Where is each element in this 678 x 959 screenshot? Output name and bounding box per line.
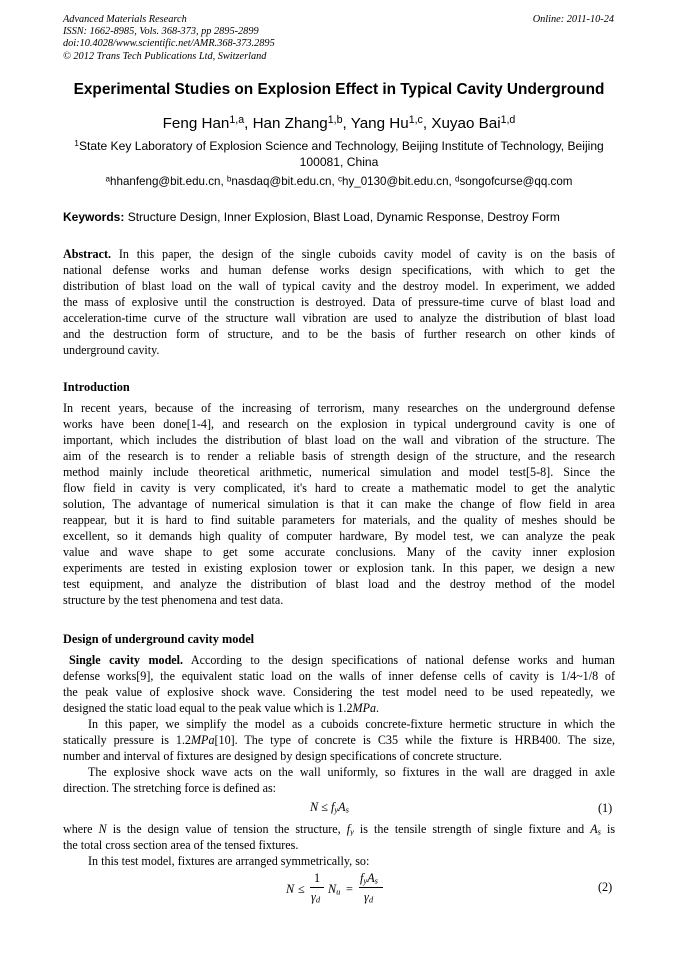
author-affil-mark: 1,a — [229, 114, 245, 127]
keywords-text: Structure Design, Inner Explosion, Blast Load, Dynamic Response, Destroy Form — [127, 210, 560, 224]
author-separator: , — [342, 115, 351, 132]
keywords-label: Keywords: — [63, 210, 125, 224]
abstract-line: acceleration-time curve of the structure wall vibration are used to analyze the distribution of blast load — [63, 311, 615, 325]
email-address[interactable]: songofcurse@qq.com — [459, 175, 573, 188]
email-mark: a — [105, 174, 111, 184]
design-line: statically pressure is 1.2MPa[10]. The type of concrete is C35 while the fixture is HRB400. The size, — [63, 733, 615, 747]
journal-meta — [63, 14, 275, 63]
author-list — [0, 115, 678, 132]
design-line: designed the static load equal to the peak value which is 1.2MPa. — [63, 701, 380, 715]
intro-line: In recent years, because of the increasing of terrorism, many researches on the underground defense — [63, 401, 615, 415]
intro-line: value and wave shape to get some accurate conclusions. Many of the cavity inner explosion — [63, 545, 615, 559]
intro-line: works have been done[1-4], and research on the explosion in typical underground cavity is one of — [63, 417, 615, 431]
online-date: Online: 2011-10-24 — [532, 14, 614, 25]
design-line: defense works[9], the equivalent static load on the walls of inner defense cells of cavity is 1/4~1/8 of — [63, 669, 615, 683]
affiliation-mark: 1 — [74, 138, 79, 149]
abstract-line: the mass of explosive until the construction is destroyed. Data of pressure-time curve of blast load and — [63, 295, 615, 309]
email-mark: c — [337, 174, 342, 184]
design-line: number and interval of fixtures are designed by design specifications of concrete structure. — [63, 749, 502, 763]
abstract-line: underground cavity. — [63, 343, 160, 357]
abstract-label: Abstract. — [63, 247, 112, 261]
intro-line: reappear, but it is hard to find suitable parameters for materials, and the quality of meshes should be — [63, 513, 615, 527]
author-separator: , — [244, 115, 253, 132]
design-line: The explosive shock wave acts on the wall uniformly, so fixtures in the wall are dragged in axle — [88, 765, 615, 779]
abstract-line: and the destruction form of structure, and to be the basis of further research on other kinds of — [63, 327, 615, 341]
equation-2-number: (2) — [598, 880, 613, 894]
intro-line: test equipment, and analyze the distribution of blast load and the destroy method of the model — [63, 577, 615, 591]
intro-line: excellent, so it demands high quality of computer hardware, By model test, we can analyze the peak — [63, 529, 615, 543]
email-list — [0, 175, 678, 188]
abstract-line: national defense works and human defense works design specifications, with which to get the — [63, 263, 615, 277]
author-name: Han Zhang — [252, 115, 328, 132]
keywords — [63, 210, 615, 224]
author-name: Feng Han — [162, 115, 230, 132]
paper-title: Experimental Studies on Explosion Effect in Typical Cavity Underground — [73, 81, 605, 98]
design-line: the total cross section area of the tensed fixtures. — [63, 838, 299, 852]
affiliation — [63, 138, 615, 170]
author-affil-mark: 1,d — [500, 114, 516, 127]
equation-2: N ≤ 1 $\gamma_d$ $N_u$ = $f_yA_s$ $\gamma_d$ — [286, 870, 396, 910]
intro-line: flow field in cavity is very complicated, it's hard to create a mathematic model to get the analytic — [63, 481, 615, 495]
affiliation-text: State Key Laboratory of Explosion Science and Technology, Beijing Institute of Technology, Beijing 100081, China — [78, 139, 604, 169]
intro-line: method mainly include theoretical arithmetic, numerical simulation and model test[5-8]. Since the — [63, 465, 615, 479]
abstract-line: Abstract. In this paper, the design of the single cuboids cavity model of cavity is on the basis of — [63, 247, 615, 261]
equation-1: $N \le f_yA_s$ — [310, 800, 349, 815]
email-address[interactable]: nasdaq@bit.edu.cn, — [231, 175, 338, 188]
subsection-heading: Single cavity model. — [69, 653, 184, 667]
intro-line: solution, The advantage of numerical simulation is that it can make the change of flow field in area — [63, 497, 615, 511]
design-line: In this paper, we simplify the model as a cuboids concrete-fixture hermetic structure in which the — [88, 717, 615, 731]
email-mark: b — [226, 174, 232, 184]
journal-doi[interactable]: doi:10.4028/www.scientific.net/AMR.368-373.2895 — [63, 38, 275, 50]
journal-issn: ISSN: 1662-8985, Vols. 368-373, pp 2895-2899 — [63, 26, 259, 38]
email-address[interactable]: hy_0130@bit.edu.cn, — [342, 175, 455, 188]
intro-line: experiments are tested in existing explosion tower or explosion tank. In this paper, we design a new — [63, 561, 615, 575]
fraction-bar — [359, 887, 383, 888]
journal-name: Advanced Materials Research — [63, 14, 187, 25]
abstract-line: distribution of blast load on the wall of typical cavity and the destroy model. In experiment, we added — [63, 279, 615, 293]
author-separator: , — [422, 115, 432, 132]
author-affil-mark: 1,b — [327, 114, 343, 127]
section-heading-design: Design of underground cavity model — [63, 632, 255, 646]
fraction-bar — [310, 887, 324, 888]
journal-copyright: © 2012 Trans Tech Publications Ltd, Switzerland — [63, 50, 267, 62]
unit-mpa: MPa — [190, 733, 215, 747]
equation-1-number: (1) — [598, 801, 613, 815]
design-line: In this test model, fixtures are arranged symmetrically, so: — [88, 854, 370, 868]
design-line: Single cavity model. According to the design specifications of national defense works and human — [69, 653, 615, 667]
author-name: Xuyao Bai — [431, 115, 501, 132]
intro-line: aim of the research is to render a reliable basis of strength design of the structure, and the research — [63, 449, 615, 463]
email-address[interactable]: hhanfeng@bit.edu.cn, — [110, 175, 227, 188]
intro-line: important, which includes the distribution of blast load on the wall and vibration of the structure. The — [63, 433, 615, 447]
design-line: where N is the design value of tension the structure, $f_y$ is the tensile strength of single fixture and $A_s$ is — [63, 822, 615, 836]
section-heading-introduction: Introduction — [63, 380, 130, 394]
author-affil-mark: 1,c — [408, 114, 423, 127]
email-mark: d — [454, 174, 460, 184]
intro-line: structure by the test phenomena and test data. — [63, 593, 284, 607]
author-name: Yang Hu — [350, 115, 409, 132]
design-line: direction. The stretching force is defined as: — [63, 781, 277, 795]
design-line: the peak value of explosive shock wave. Considering the test model need to be used repeatedly, we — [63, 685, 615, 699]
unit-mpa: MPa — [352, 701, 377, 715]
